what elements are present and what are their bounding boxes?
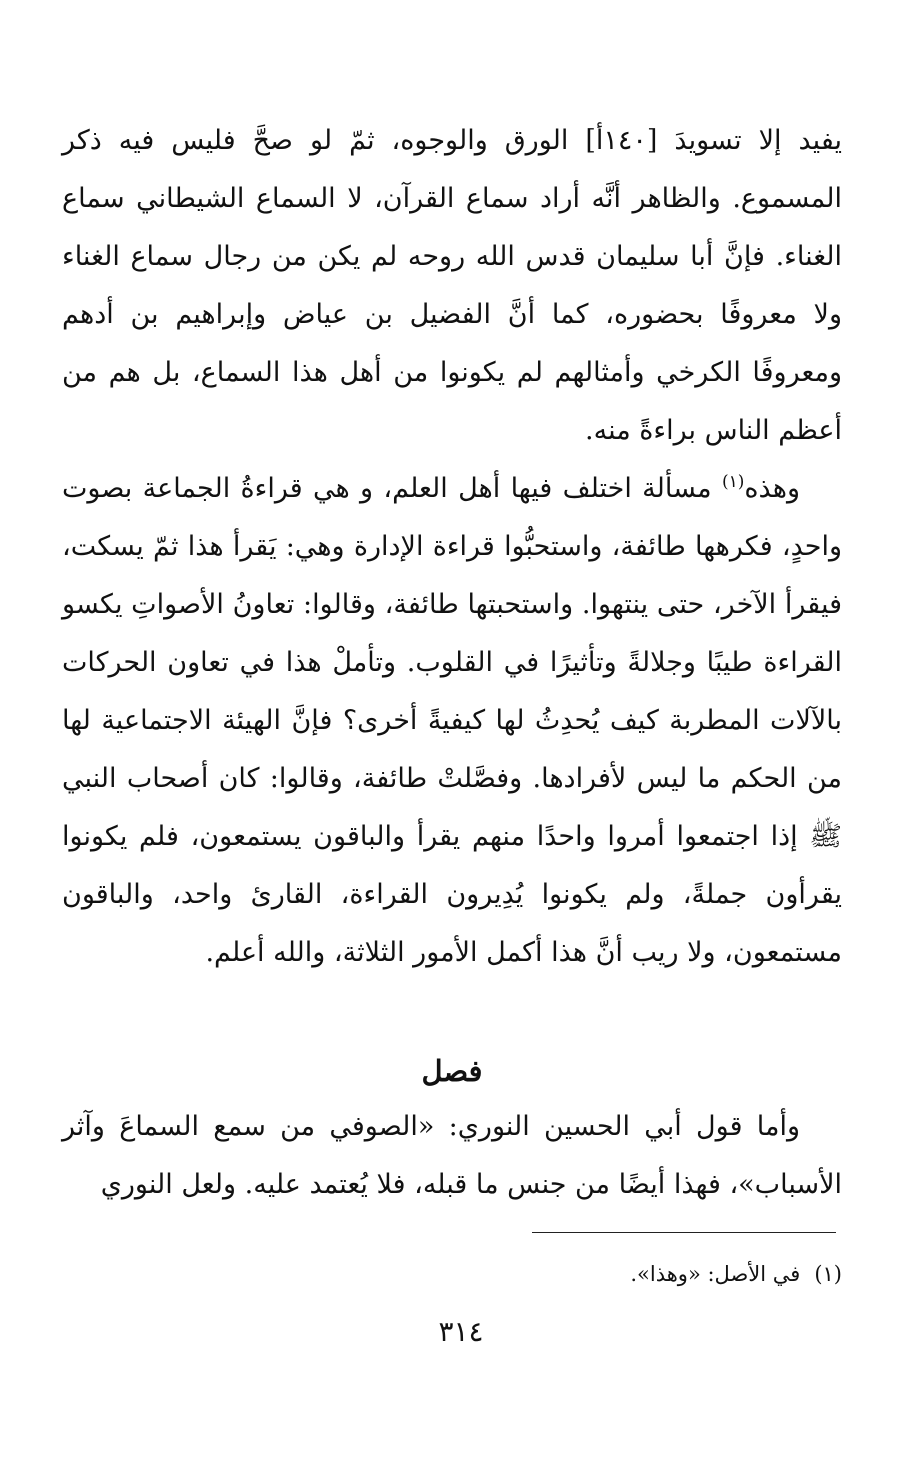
footnote-reference: (١) [721, 472, 745, 492]
paragraph-2-start: وهذه [744, 473, 800, 504]
page-number: ٣١٤ [438, 1315, 484, 1348]
section-heading: فصل [421, 1054, 483, 1088]
paragraph-2 [62, 460, 842, 982]
footnote [62, 1252, 842, 1296]
paragraph-2-body: مسألة اختلف فيها أهل العلم، و هي قراءةُ الجماعة بصوت واحدٍ، فكرهها طائفة، واستحبُّوا قراءة الإدارة وهي: يَقرأ هذا ثمّ يسكت، فيقرأ الآخر، حتى ينتهوا. واستحبتها طائفة، وقالوا: تعاونُ الأصواتِ يكسو القراءة طيبًا وجلالةً وتأثيرًا في القلوب. وتأملْ هذا في تعاون الحركات بالآلات المطربة كيف يُحدِثُ لها كيفيةً أخرى؟ فإنَّ الهيئة الاجتماعية لها من الحكم ما ليس لأفرادها. وفصَّلتْ طائفة، وقالوا: كان أصحاب النبي ﷺ إذا اجتمعوا أمروا واحدًا منهم يقرأ والباقون يستمعون، فلم يكونوا يقرأون جملةً، ولم يكونوا يُدِيرون القراءة، القارئ واحد، والباقون مستمعون، ولا ريب أنَّ هذا أكمل الأمور الثلاثة، والله أعلم. [62, 473, 842, 968]
footnote-text: في الأصل: «وهذا». [630, 1262, 801, 1286]
footnote-marker: (١) [814, 1262, 842, 1286]
footnote-divider [532, 1232, 836, 1233]
paragraph-3: وأما قول أبي الحسين النوري: «الصوفي من سمع السماعَ وآثر الأسباب»، فهذا أيضًا من جنس ما قبله، فلا يُعتمد عليه. ولعل النوري [62, 1111, 842, 1200]
paragraph-1: يفيد إلا تسويدَ [١٤٠أ] الورق والوجوه، ثمّ لو صحَّ فليس فيه ذكر المسموع. والظاهر أنَّه أراد سماع القرآن، لا السماع الشيطاني سماع الغناء. فإنَّ أبا سليمان قدس الله روحه لم يكن من رجال سماع الغناء ولا معروفًا بحضوره، كما أنَّ الفضيل بن عياض وإبراهيم بن أدهم ومعروفًا الكرخي وأمثالهم لم يكونوا من أهل هذا السماع، بل هم من أعظم الناس براءةً منه. [62, 125, 842, 446]
